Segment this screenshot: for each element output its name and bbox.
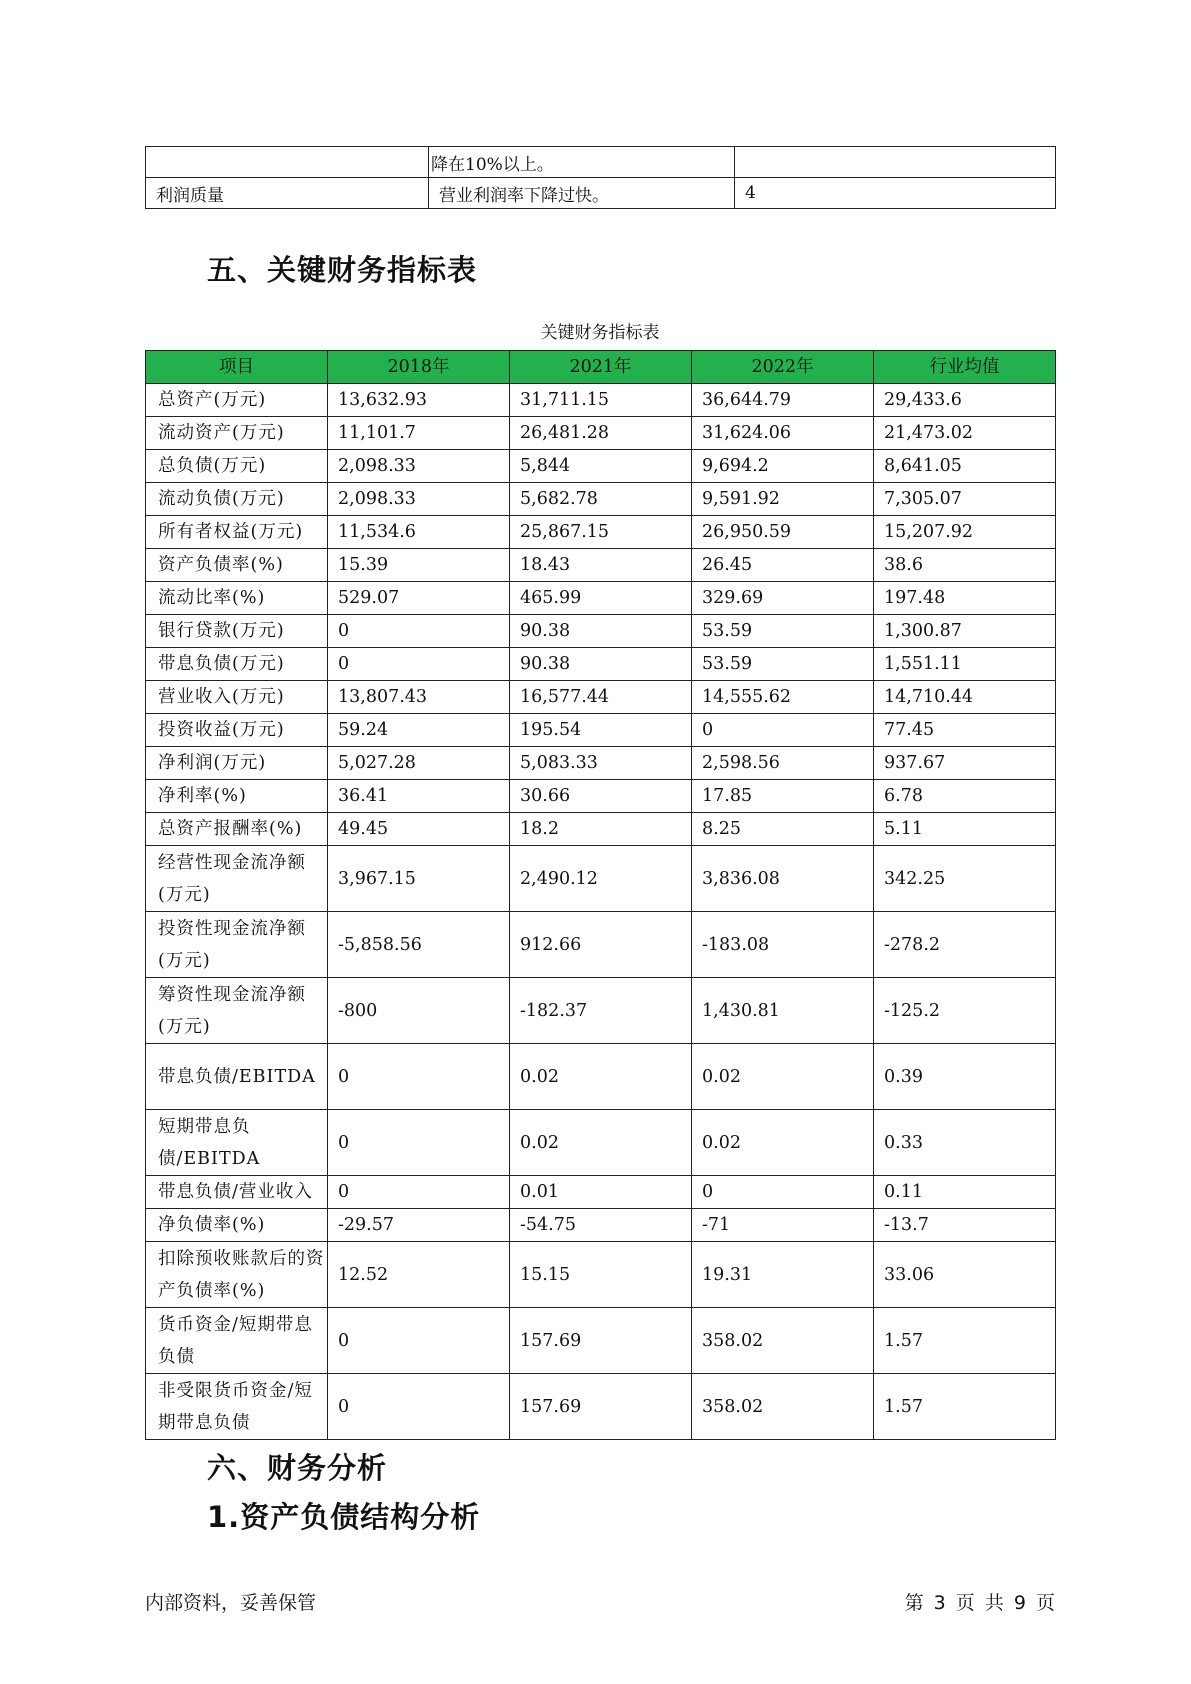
value-cell: 12.52 <box>328 1242 510 1308</box>
value-cell: 0 <box>692 1176 874 1209</box>
value-cell: 9,591.92 <box>692 483 874 516</box>
value-cell: 59.24 <box>328 714 510 747</box>
value-cell: 195.54 <box>510 714 692 747</box>
value-cell: -278.2 <box>874 912 1056 978</box>
table-row <box>146 714 1056 747</box>
value-cell: 33.06 <box>874 1242 1056 1308</box>
value-cell: 1.57 <box>874 1308 1056 1374</box>
value-cell: 3,967.15 <box>328 846 510 912</box>
value-cell: 0.02 <box>692 1110 874 1176</box>
value-cell: 1,430.81 <box>692 978 874 1044</box>
value-cell: 77.45 <box>874 714 1056 747</box>
table-row <box>146 1209 1056 1242</box>
table-cell <box>146 147 429 178</box>
section-heading: 五、关键财务指标表 <box>207 253 478 287</box>
value-cell: 38.6 <box>874 549 1056 582</box>
value-cell: 5,027.28 <box>328 747 510 780</box>
table-row <box>146 1044 1056 1110</box>
row-label-cell: 流动负债(万元) <box>146 483 328 516</box>
subsection-heading: 1.资产负债结构分析 <box>207 1500 481 1534</box>
table-row <box>146 747 1056 780</box>
table-row <box>146 813 1056 846</box>
table-row <box>146 1242 1056 1308</box>
row-label-cell: 资产负债率(%) <box>146 549 328 582</box>
value-cell: 358.02 <box>692 1308 874 1374</box>
row-label-cell: 货币资金/短期带息负债 <box>146 1308 328 1374</box>
value-cell: 0.02 <box>692 1044 874 1110</box>
value-cell: 13,632.93 <box>328 384 510 417</box>
row-label-cell: 非受限货币资金/短期带息负债 <box>146 1374 328 1440</box>
value-cell: 465.99 <box>510 582 692 615</box>
value-cell: 31,624.06 <box>692 417 874 450</box>
value-cell: 0 <box>328 1044 510 1110</box>
table-header-cell: 2021年 <box>510 351 692 384</box>
value-cell: 90.38 <box>510 648 692 681</box>
table-row <box>146 384 1056 417</box>
value-cell: 2,098.33 <box>328 450 510 483</box>
value-cell: 2,098.33 <box>328 483 510 516</box>
value-cell: 11,534.6 <box>328 516 510 549</box>
footer-page-number: 第 3 页 共 9 页 <box>904 1592 1055 1614</box>
value-cell: 90.38 <box>510 615 692 648</box>
value-cell: 3,836.08 <box>692 846 874 912</box>
value-cell: -125.2 <box>874 978 1056 1044</box>
row-label-cell: 净负债率(%) <box>146 1209 328 1242</box>
row-label-cell: 经营性现金流净额(万元) <box>146 846 328 912</box>
row-label-cell: 净利润(万元) <box>146 747 328 780</box>
table-row <box>146 648 1056 681</box>
value-cell: -29.57 <box>328 1209 510 1242</box>
financial-indicators-table <box>145 350 1056 1440</box>
row-label-cell: 投资收益(万元) <box>146 714 328 747</box>
value-cell: 157.69 <box>510 1308 692 1374</box>
footer-confidential-note: 内部资料，妥善保管 <box>145 1592 317 1614</box>
value-cell: 5,682.78 <box>510 483 692 516</box>
row-label-cell: 流动比率(%) <box>146 582 328 615</box>
value-cell: 29,433.6 <box>874 384 1056 417</box>
value-cell: 15,207.92 <box>874 516 1056 549</box>
table-header-row <box>146 351 1056 384</box>
table-row <box>146 549 1056 582</box>
table-row <box>146 450 1056 483</box>
table-cell: 降在10%以上。 <box>429 147 735 178</box>
value-cell: 358.02 <box>692 1374 874 1440</box>
value-cell: -71 <box>692 1209 874 1242</box>
value-cell: 0.39 <box>874 1044 1056 1110</box>
value-cell: 937.67 <box>874 747 1056 780</box>
value-cell: 2,598.56 <box>692 747 874 780</box>
table-body <box>146 384 1056 1440</box>
row-label-cell: 带息负债/营业收入 <box>146 1176 328 1209</box>
value-cell: 14,710.44 <box>874 681 1056 714</box>
table-row <box>146 615 1056 648</box>
table-row <box>146 1176 1056 1209</box>
value-cell: 8,641.05 <box>874 450 1056 483</box>
value-cell: 25,867.15 <box>510 516 692 549</box>
value-cell: 16,577.44 <box>510 681 692 714</box>
row-label-cell: 总负债(万元) <box>146 450 328 483</box>
table-row <box>146 1374 1056 1440</box>
value-cell: 0.02 <box>510 1044 692 1110</box>
value-cell: 0.33 <box>874 1110 1056 1176</box>
row-label-cell: 总资产(万元) <box>146 384 328 417</box>
value-cell: 15.15 <box>510 1242 692 1308</box>
value-cell: 0 <box>328 1110 510 1176</box>
value-cell: 17.85 <box>692 780 874 813</box>
value-cell: 912.66 <box>510 912 692 978</box>
value-cell: 1.57 <box>874 1374 1056 1440</box>
table-cell <box>735 147 1056 178</box>
value-cell: 31,711.15 <box>510 384 692 417</box>
value-cell: 342.25 <box>874 846 1056 912</box>
value-cell: 0 <box>328 615 510 648</box>
row-label-cell: 流动资产(万元) <box>146 417 328 450</box>
table-cell: 利润质量 <box>146 178 429 209</box>
value-cell: 13,807.43 <box>328 681 510 714</box>
row-label-cell: 筹资性现金流净额(万元) <box>146 978 328 1044</box>
value-cell: 11,101.7 <box>328 417 510 450</box>
table-header-cell: 行业均值 <box>874 351 1056 384</box>
value-cell: -54.75 <box>510 1209 692 1242</box>
value-cell: 0 <box>328 1176 510 1209</box>
value-cell: 8.25 <box>692 813 874 846</box>
value-cell: -5,858.56 <box>328 912 510 978</box>
value-cell: 18.2 <box>510 813 692 846</box>
table-header-cell: 2022年 <box>692 351 874 384</box>
value-cell: 26,950.59 <box>692 516 874 549</box>
value-cell: -800 <box>328 978 510 1044</box>
row-label-cell: 银行贷款(万元) <box>146 615 328 648</box>
value-cell: -183.08 <box>692 912 874 978</box>
table-row <box>146 912 1056 978</box>
value-cell: 0.11 <box>874 1176 1056 1209</box>
value-cell: 30.66 <box>510 780 692 813</box>
table-row <box>146 483 1056 516</box>
value-cell: 19.31 <box>692 1242 874 1308</box>
value-cell: 21,473.02 <box>874 417 1056 450</box>
continuation-table <box>145 146 1056 209</box>
value-cell: 2,490.12 <box>510 846 692 912</box>
row-label-cell: 总资产报酬率(%) <box>146 813 328 846</box>
table-row <box>146 178 1056 209</box>
value-cell: 26,481.28 <box>510 417 692 450</box>
value-cell: 14,555.62 <box>692 681 874 714</box>
value-cell: 0 <box>328 1374 510 1440</box>
value-cell: 197.48 <box>874 582 1056 615</box>
table-row <box>146 846 1056 912</box>
table-row <box>146 978 1056 1044</box>
row-label-cell: 带息负债(万元) <box>146 648 328 681</box>
value-cell: -182.37 <box>510 978 692 1044</box>
value-cell: 157.69 <box>510 1374 692 1440</box>
value-cell: 36,644.79 <box>692 384 874 417</box>
row-label-cell: 净利率(%) <box>146 780 328 813</box>
section-heading: 六、财务分析 <box>207 1451 388 1485</box>
value-cell: 1,300.87 <box>874 615 1056 648</box>
value-cell: 15.39 <box>328 549 510 582</box>
value-cell: 5,844 <box>510 450 692 483</box>
table-row <box>146 417 1056 450</box>
value-cell: 0 <box>328 648 510 681</box>
value-cell: 53.59 <box>692 615 874 648</box>
row-label-cell: 短期带息负债/EBITDA <box>146 1110 328 1176</box>
table-cell: 4 <box>735 178 1056 209</box>
value-cell: 5,083.33 <box>510 747 692 780</box>
value-cell: 53.59 <box>692 648 874 681</box>
value-cell: 0.02 <box>510 1110 692 1176</box>
table-caption: 关键财务指标表 <box>540 323 660 343</box>
value-cell: 0 <box>328 1308 510 1374</box>
value-cell: 36.41 <box>328 780 510 813</box>
row-label-cell: 投资性现金流净额(万元) <box>146 912 328 978</box>
row-label-cell: 所有者权益(万元) <box>146 516 328 549</box>
table-row <box>146 681 1056 714</box>
value-cell: 0 <box>692 714 874 747</box>
value-cell: 0.01 <box>510 1176 692 1209</box>
value-cell: 26.45 <box>692 549 874 582</box>
value-cell: 49.45 <box>328 813 510 846</box>
table-row <box>146 147 1056 178</box>
value-cell: -13.7 <box>874 1209 1056 1242</box>
table-row <box>146 1110 1056 1176</box>
value-cell: 5.11 <box>874 813 1056 846</box>
value-cell: 7,305.07 <box>874 483 1056 516</box>
table-row <box>146 1308 1056 1374</box>
table-row <box>146 516 1056 549</box>
table-row <box>146 780 1056 813</box>
value-cell: 329.69 <box>692 582 874 615</box>
row-label-cell: 扣除预收账款后的资产负债率(%) <box>146 1242 328 1308</box>
table-header-cell: 项目 <box>146 351 328 384</box>
table-header-cell: 2018年 <box>328 351 510 384</box>
value-cell: 6.78 <box>874 780 1056 813</box>
table-cell: 营业利润率下降过快。 <box>429 178 735 209</box>
value-cell: 18.43 <box>510 549 692 582</box>
value-cell: 9,694.2 <box>692 450 874 483</box>
value-cell: 529.07 <box>328 582 510 615</box>
table-row <box>146 582 1056 615</box>
row-label-cell: 带息负债/EBITDA <box>146 1044 328 1110</box>
row-label-cell: 营业收入(万元) <box>146 681 328 714</box>
value-cell: 1,551.11 <box>874 648 1056 681</box>
